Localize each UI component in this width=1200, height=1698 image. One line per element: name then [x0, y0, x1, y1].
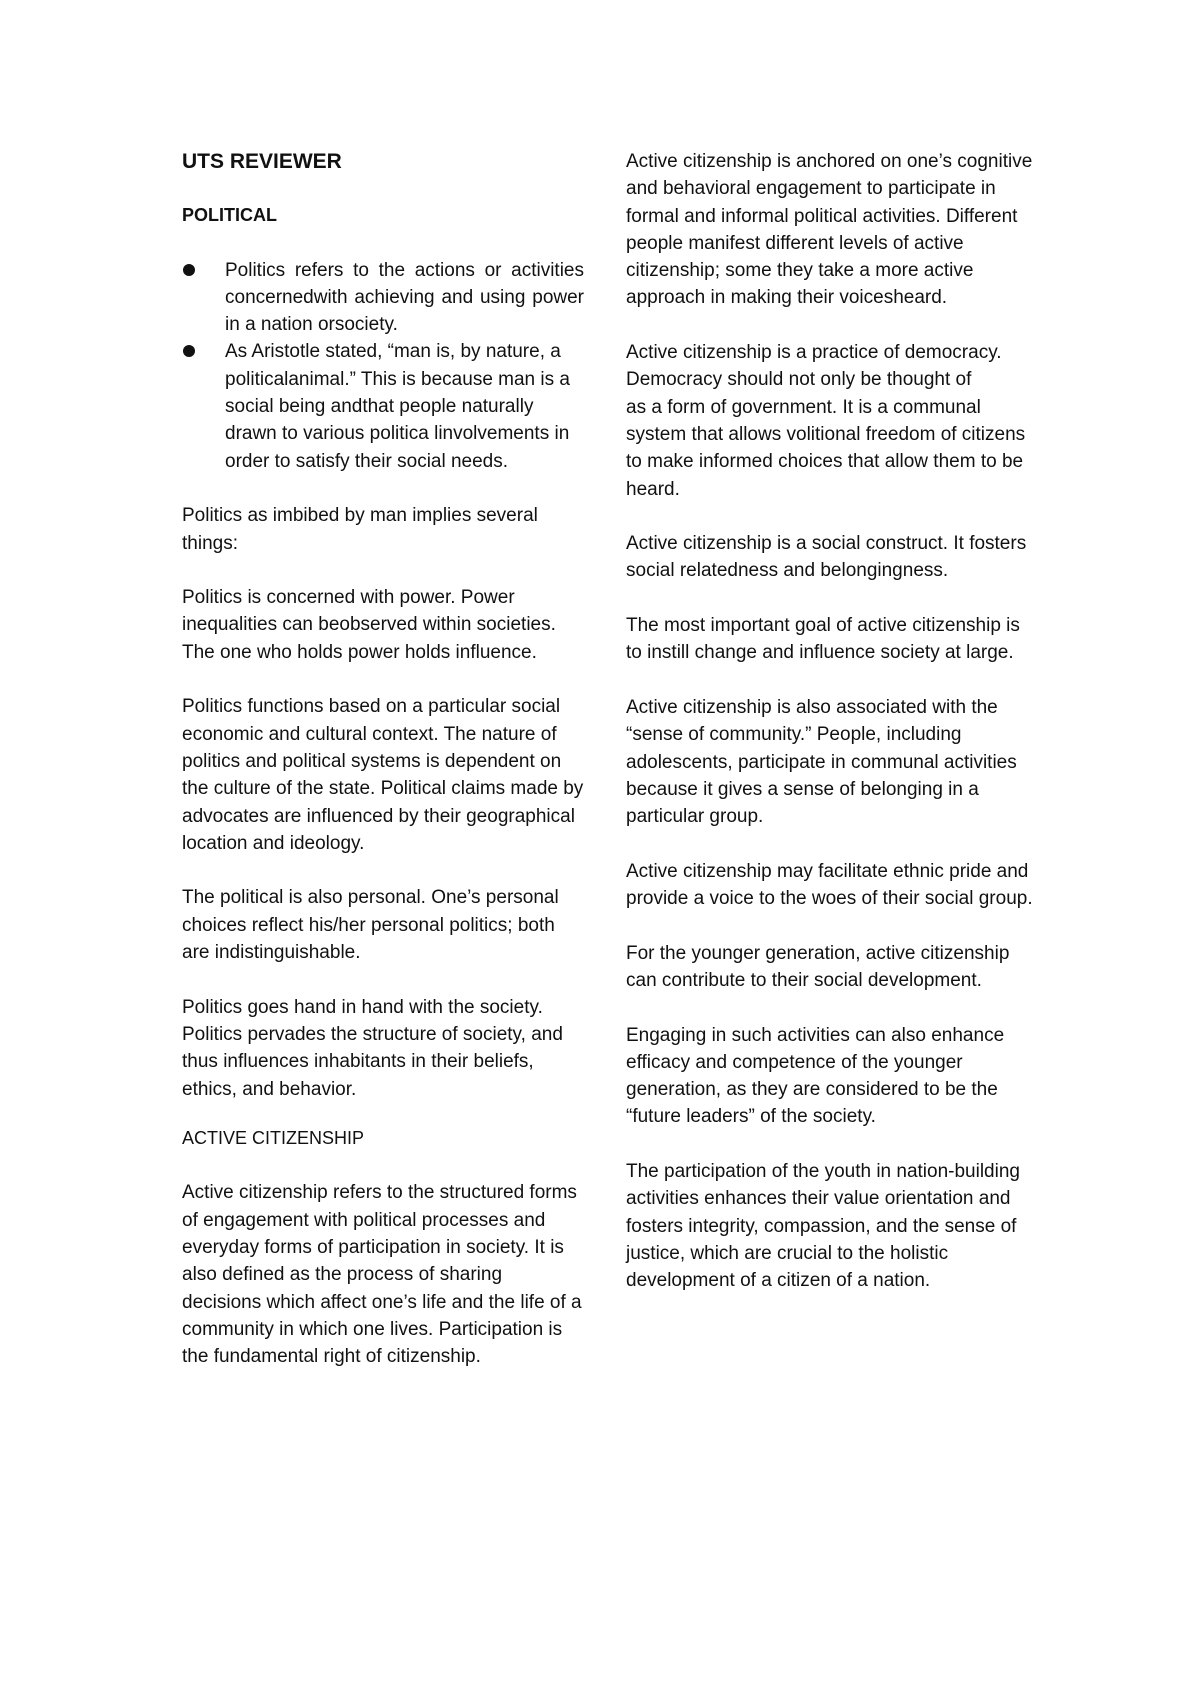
paragraph: Politics goes hand in hand with the society. Politics pervades the structure of society, and thus influences inhabitants in their beliefs, ethics, and behavior.: [182, 996, 563, 1100]
right-column: [626, 148, 1038, 1294]
paragraph: For the younger generation, active citizenship can contribute to their social development.: [626, 942, 1010, 991]
paragraph: Active citizenship refers to the structured forms of engagement with political processes and everyday forms of participation in society. It is also defined as the process of sharing decisions which affect one’s life and the life of a community in which one lives. Participation is the fundamental right of citizenship.: [182, 1182, 582, 1368]
active-citizenship-heading: ACTIVE CITIZENSHIP: [182, 1127, 365, 1148]
paragraph: Engaging in such activities can also enhance efficacy and competence of the younger generation, as they are considered to be the “future leaders” of the society.: [626, 1024, 1005, 1128]
politics-bullet-list: [182, 257, 584, 475]
paragraph: Politics as imbibed by man implies several things:: [182, 505, 538, 554]
left-column: [182, 148, 584, 1370]
paragraph: Politics functions based on a particular social economic and cultural context. The nature of politics and political systems is dependent on the culture of the state. Political claims made by advocates are influenced by their geographical location and ideology.: [182, 696, 584, 854]
paragraph: Active citizenship is a practice of democracy. Democracy should not only be thought of: [626, 342, 1002, 391]
list-item: [182, 257, 584, 339]
bullet-text: Politics refers to the actions or activities concernedwith achieving and using power in a nation orsociety.: [225, 259, 584, 336]
paragraph: The participation of the youth in nation-building activities enhances their value orientation and fosters integrity, compassion, and the sense of justice, which are crucial to the holistic development of a citizen of a nation.: [626, 1160, 1020, 1292]
paragraph: The political is also personal. One’s personal choices reflect his/her personal politics; both are indistinguishable.: [182, 887, 559, 964]
paragraph: Active citizenship is anchored on one’s cognitive and behavioral engagement to participate in formal and informal political activities. Different people manifest different levels of active citizenship; some they take a more active approach in making their voicesheard.: [626, 151, 1033, 309]
paragraph: Politics is concerned with power. Power inequalities can beobserved within societies. The one who holds power holds influence.: [182, 587, 556, 663]
paragraph: as a form of government. It is a communal system that allows volitional freedom of citizens to make informed choices that allow them to be heard.: [626, 396, 1026, 500]
political-heading: POLITICAL: [182, 205, 277, 225]
bullet-text: As Aristotle stated, “man is, by nature, a politicalanimal.” This is because man is a social being andthat people naturally drawn to various politica linvolvements in order to satisfy their social needs.: [225, 341, 570, 472]
paragraph: The most important goal of active citizenship is to instill change and influence society at large.: [626, 615, 1020, 664]
paragraph: Active citizenship is a social construct. It fosters social relatedness and belongingness.: [626, 533, 1027, 582]
document-title: UTS REVIEWER: [182, 150, 342, 173]
bullet-icon: [183, 264, 195, 276]
list-item: [182, 338, 584, 474]
paragraph: Active citizenship is also associated with the “sense of community.” People, including adolescents, participate in communal activities because it gives a sense of belonging in a particular group.: [626, 696, 1017, 828]
bullet-icon: [183, 345, 195, 357]
paragraph: Active citizenship may facilitate ethnic pride and provide a voice to the woes of their social group.: [626, 860, 1033, 910]
